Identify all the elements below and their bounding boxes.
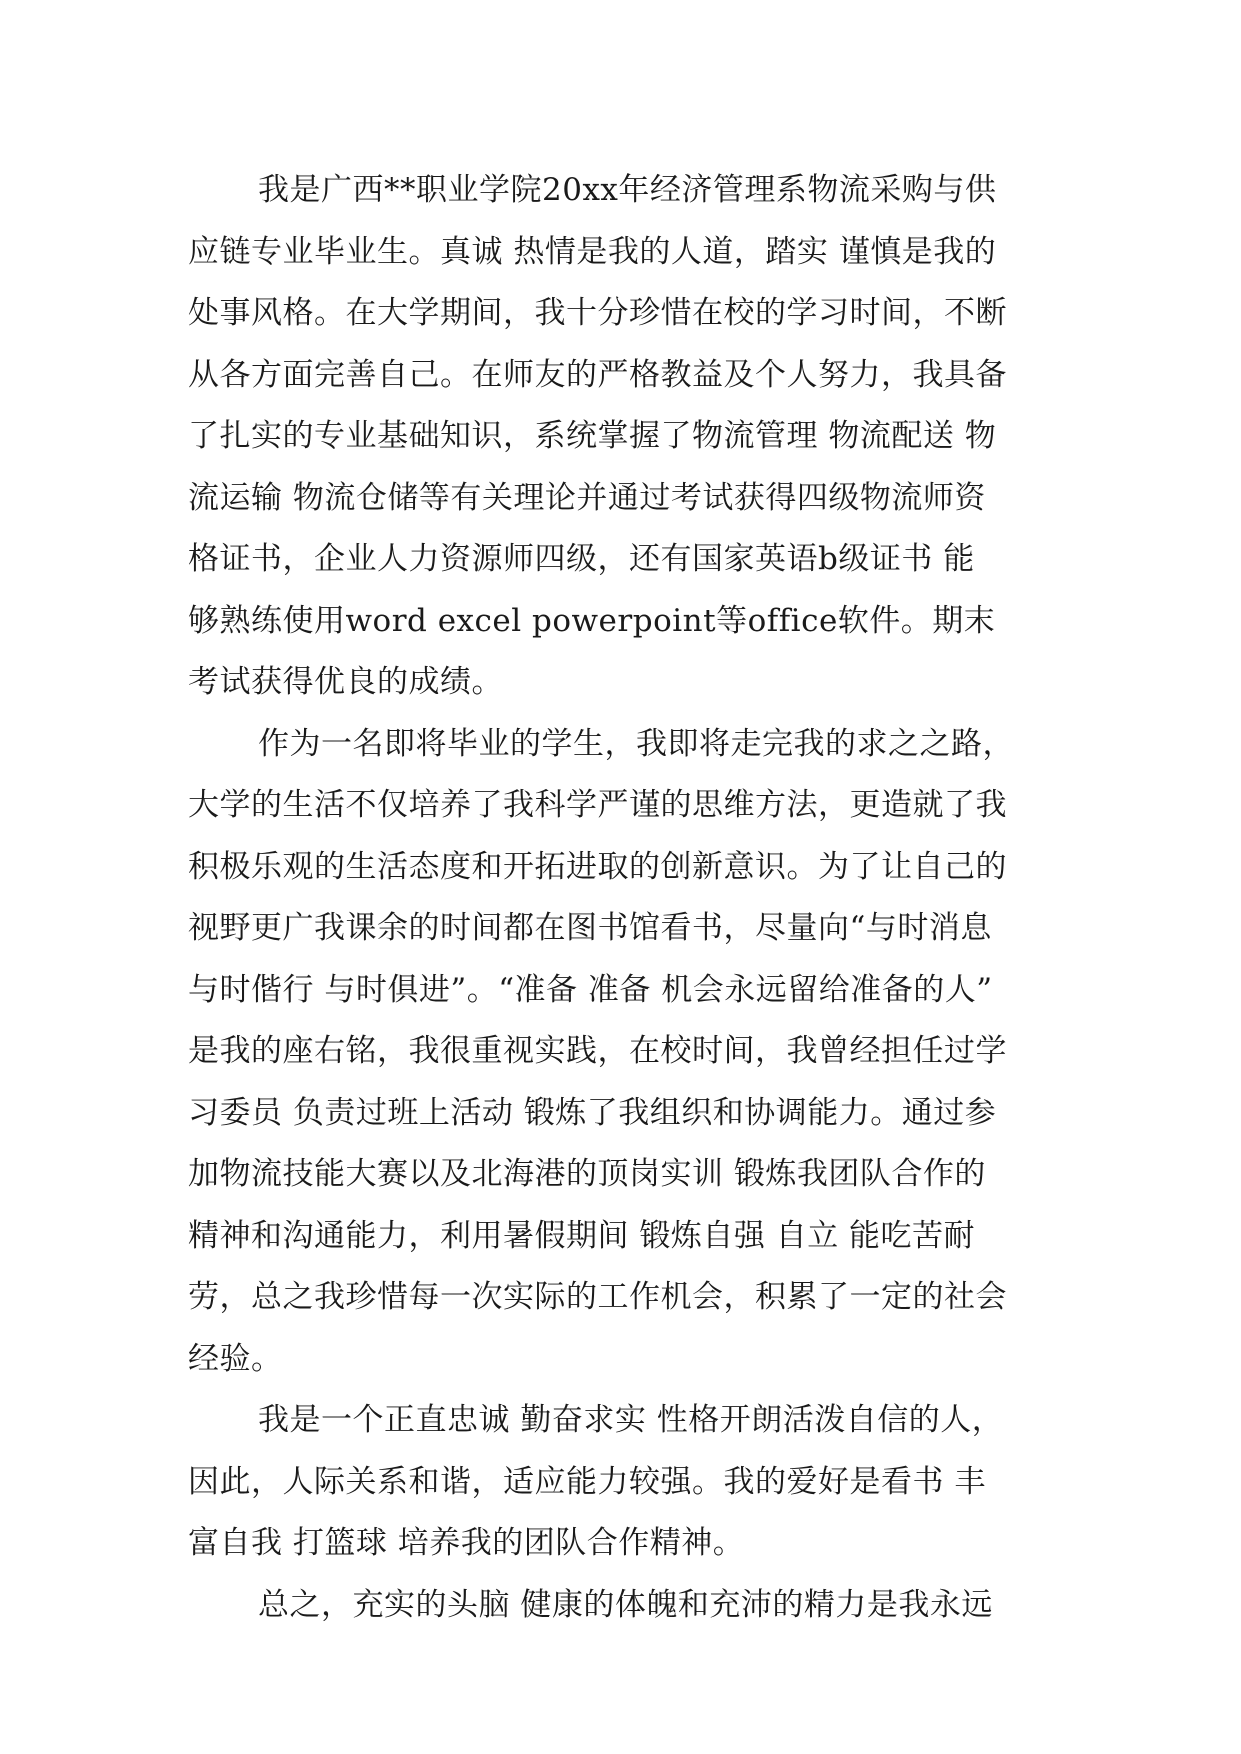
paragraph-line: 够熟练使用word excel powerpoint等office软件。期末 [188, 602, 996, 639]
paragraph-line: 格证书，企业人力资源师四级，还有国家英语b级证书 能 [188, 541, 975, 577]
paragraph-line: 加物流技能大赛以及北海港的顶岗实训 锻炼我团队合作的 [188, 1156, 986, 1192]
paragraph-1 [188, 160, 1056, 714]
paragraph-line: 作为一名即将毕业的学生，我即将走完我的求之之路， [258, 725, 1014, 762]
paragraph-line: 与时偕行 与时俱进”。“准备 准备 机会永远留给准备的人” [188, 971, 993, 1008]
paragraph-line: 从各方面完善自己。在师友的严格教益及个人努力，我具备 [188, 356, 1007, 393]
paragraph-line: 因此，人际关系和谐，适应能力较强。我的爱好是看书 丰 [188, 1463, 986, 1500]
paragraph-line: 我是广西**职业学院20xx年经济管理系物流采购与供 [258, 172, 997, 208]
paragraph-line: 了扎实的专业基础知识，系统掌握了物流管理 物流配送 物 [188, 418, 997, 454]
paragraph-line: 积极乐观的生活态度和开拓进取的创新意识。为了让自己的 [188, 848, 1007, 885]
paragraph-line: 富自我 打篮球 培养我的团队合作精神。 [188, 1525, 745, 1561]
paragraph-line: 习委员 负责过班上活动 锻炼了我组织和协调能力。通过参 [188, 1094, 997, 1131]
paragraph-line: 考试获得优良的成绩。 [188, 664, 503, 700]
paragraph-line: 视野更广我课余的时间都在图书馆看书，尽量向“与时消息 [188, 910, 992, 946]
paragraph-line: 处事风格。在大学期间，我十分珍惜在校的学习时间，不断 [188, 295, 1007, 331]
paragraph-line: 精神和沟通能力，利用暑假期间 锻炼自强 自立 能吃苦耐 [188, 1217, 976, 1254]
paragraph-line: 总之，充实的头脑 健康的体魄和充沛的精力是我永远 [258, 1586, 993, 1623]
paragraph-line: 是我的座右铭，我很重视实践，在校时间，我曾经担任过学 [188, 1033, 1007, 1069]
document-body [188, 160, 1056, 1636]
paragraph-line: 流运输 物流仓储等有关理论并通过考试获得四级物流师资 [188, 479, 986, 516]
paragraph-3 [188, 1390, 1056, 1575]
paragraph-line: 经验。 [188, 1340, 283, 1377]
paragraph-line: 应链专业毕业生。真诚 热情是我的人道，踏实 谨慎是我的 [188, 233, 997, 270]
paragraph-4 [188, 1575, 1056, 1637]
paragraph-line: 我是一个正直忠诚 勤奋求实 性格开朗活泼自信的人， [258, 1402, 1004, 1438]
paragraph-line: 劳，总之我珍惜每一次实际的工作机会，积累了一定的社会 [188, 1279, 1007, 1315]
paragraph-2 [188, 714, 1056, 1391]
paragraph-line: 大学的生活不仅培养了我科学严谨的思维方法，更造就了我 [188, 787, 1007, 823]
